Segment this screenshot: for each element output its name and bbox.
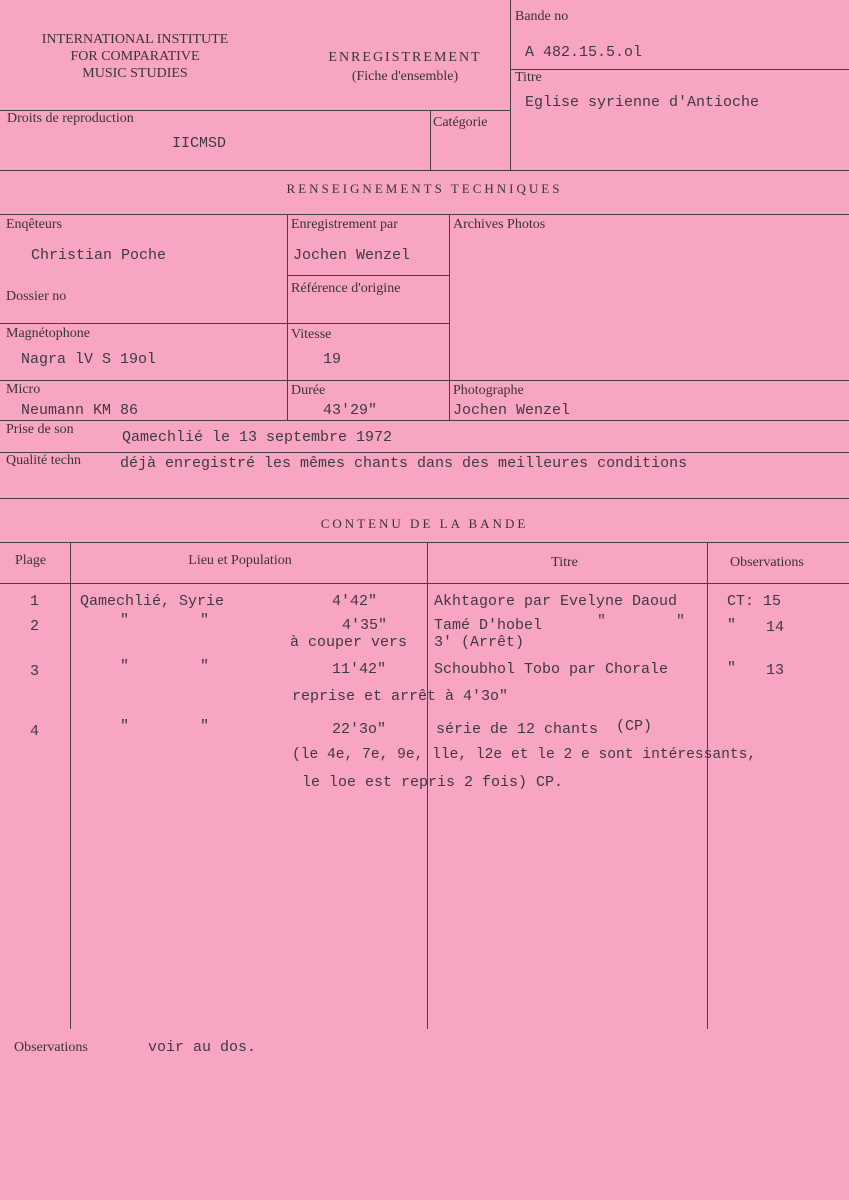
row-titre-ditto: ": [676, 613, 686, 630]
vitesse-value: 19: [323, 351, 342, 368]
prise-label: Prise de son: [6, 422, 74, 437]
row-note: à couper vers: [290, 634, 408, 651]
row-duree: 22'3o": [332, 721, 387, 738]
technical-top-rule: [0, 214, 849, 215]
reference-label: Référence d'origine: [291, 281, 401, 296]
row-lieu-ditto: ": [200, 718, 210, 735]
prise-value: Qamechlié le 13 septembre 1972: [122, 429, 393, 446]
enqueteurs-value: Christian Poche: [31, 247, 167, 264]
bande-value: A 482.15.5.ol: [525, 44, 643, 61]
row-titre: Akhtagore par Evelyne Daoud: [434, 593, 678, 610]
content-col-divider-1: [70, 542, 71, 1029]
content-header-top-rule: [0, 542, 849, 543]
archives-label: Archives Photos: [453, 217, 546, 232]
qualite-value: déjà enregistré les mêmes chants dans des meilleures conditions: [120, 455, 688, 472]
header-rule-titre: [510, 69, 849, 70]
titre-label: Titre: [515, 70, 542, 85]
header-bottom-rule: [0, 170, 849, 171]
duree-value: 43'29": [323, 402, 378, 419]
row-observations: 14: [766, 619, 785, 636]
row-note: reprise et arrêt à 4'3o": [292, 688, 509, 705]
col-header-observations: Observations: [730, 555, 804, 570]
content-section-title: CONTENU DE LA BANDE: [320, 516, 529, 531]
photographe-label: Photographe: [453, 383, 524, 398]
dossier-label: Dossier no: [6, 289, 67, 304]
photographe-value: Jochen Wenzel: [453, 402, 571, 419]
technical-col-divider-2: [449, 214, 450, 420]
row-observations-ditto: ": [727, 660, 737, 677]
titre-value: Eglise syrienne d'Antioche: [525, 94, 760, 111]
magnetophone-label: Magnétophone: [6, 326, 90, 341]
row-duree: 11'42": [332, 661, 387, 678]
col-header-titre: Titre: [551, 555, 578, 570]
row-titre: Tamé D'hobel: [434, 617, 543, 634]
enregistrement-value: Jochen Wenzel: [293, 247, 411, 264]
row-lieu-ditto: ": [120, 658, 130, 675]
categorie-divider: [430, 110, 431, 170]
form-subtitle: (Fiche d'ensemble): [351, 69, 459, 84]
micro-value: Neumann KM 86: [21, 402, 139, 419]
content-col-divider-3: [707, 542, 708, 1029]
qualite-label: Qualité techn: [6, 453, 82, 468]
enregistrement-label: Enregistrement par: [291, 217, 398, 232]
categorie-label: Catégorie: [433, 115, 488, 130]
technical-section-title: RENSEIGNEMENTS TECHNIQUES: [286, 181, 563, 196]
col-header-plage: Plage: [15, 553, 47, 568]
magnetophone-value: Nagra lV S 19ol: [21, 351, 157, 368]
row-plage: 2: [30, 618, 40, 635]
row-titre-extra: (CP): [616, 718, 653, 735]
vitesse-label: Vitesse: [291, 327, 332, 342]
row-lieu-ditto: ": [120, 612, 130, 629]
content-header-bottom-rule: [0, 583, 849, 584]
row-plage: 3: [30, 663, 40, 680]
row-titre-ditto: ": [597, 613, 607, 630]
micro-top-rule: [0, 380, 849, 381]
row-duree: 4'35": [342, 617, 388, 634]
row-lieu-ditto: ": [200, 612, 210, 629]
col-header-lieu: Lieu et Population: [188, 553, 292, 568]
row-note-line-2: le loe est repris 2 fois) CP.: [302, 774, 564, 791]
row-observations-ditto: ": [727, 617, 737, 634]
observations-label: Observations: [14, 1040, 88, 1055]
form-title: ENREGISTREMENT: [328, 50, 482, 65]
row-plage: 1: [30, 593, 40, 610]
row-titre-continued: 3' (Arrêt): [434, 634, 525, 651]
header-divider: [510, 0, 511, 170]
institute-line-2: FOR COMPARATIVE: [70, 49, 200, 64]
prise-top-rule: [0, 420, 849, 421]
micro-label: Micro: [6, 382, 41, 397]
row-duree: 4'42": [332, 593, 378, 610]
bande-label: Bande no: [515, 9, 569, 24]
institute-name: [0, 31, 270, 82]
row-observations: CT: 15: [727, 593, 782, 610]
qualite-top-rule: [0, 452, 849, 453]
duree-label: Durée: [291, 383, 326, 398]
institute-line-1: INTERNATIONAL INSTITUTE: [41, 32, 229, 47]
droits-label: Droits de reproduction: [7, 111, 134, 126]
row-lieu: Qamechlié, Syrie: [80, 593, 225, 610]
magnetophone-top-rule: [0, 323, 449, 324]
row-lieu-ditto: ": [120, 718, 130, 735]
row-observations: 13: [766, 662, 785, 679]
row-titre: série de 12 chants: [436, 721, 599, 738]
enqueteurs-label: Enqêteurs: [6, 217, 62, 232]
technical-bottom-rule: [0, 498, 849, 499]
observations-value: voir au dos.: [148, 1039, 257, 1056]
droits-value: IICMSD: [172, 135, 227, 152]
row-titre: Schoubhol Tobo par Chorale: [434, 661, 669, 678]
institute-line-3: MUSIC STUDIES: [82, 66, 188, 81]
technical-col-divider-1: [287, 214, 288, 420]
reference-top-rule: [287, 275, 449, 276]
row-plage: 4: [30, 723, 40, 740]
row-note-line-1: (le 4e, 7e, 9e, lle, l2e et le 2 e sont intéressants,: [292, 747, 757, 763]
row-lieu-ditto: ": [200, 658, 210, 675]
